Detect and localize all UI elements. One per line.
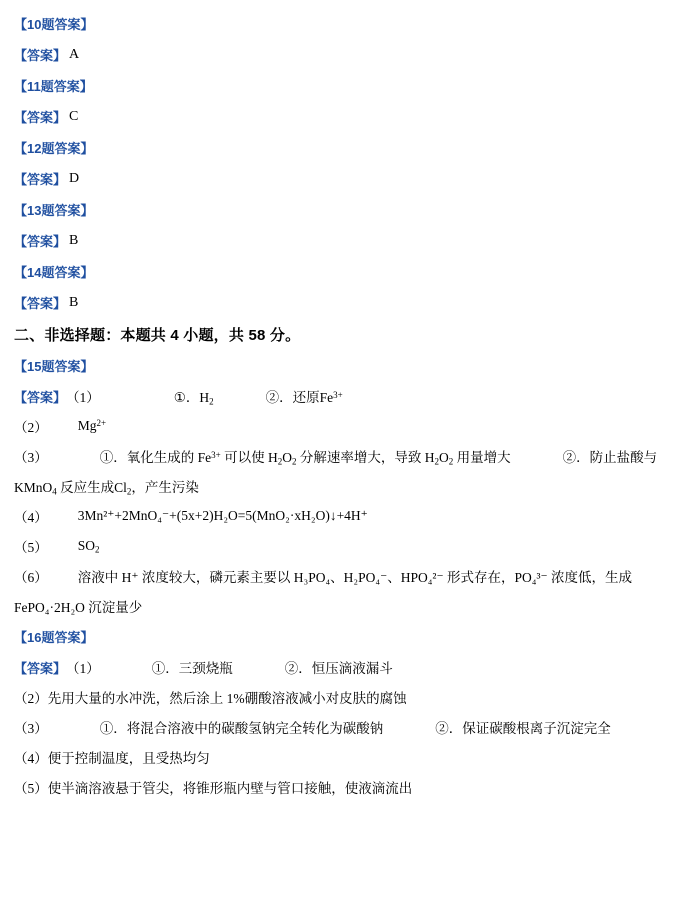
answer-label: 【答案】 (14, 48, 67, 63)
item-part-2: ②．还原$Fe^{3+}$ (265, 389, 343, 405)
answer-label: 【答案】 (14, 110, 67, 125)
q15-item-3 (14, 441, 663, 471)
item-equation: 3Mn²⁺+2MnO₄⁻+(5x+2)H₂O=5(MnO₂·xH₂O)↓+4H⁺ (77, 508, 368, 523)
answer-value: B (69, 232, 79, 248)
q15-item-5 (14, 531, 663, 561)
item-content: FePO₄·2H₂O 沉淀量少 (14, 600, 143, 615)
answer-row-12 (14, 163, 663, 194)
question-tag-label: 【14题答案】 (14, 265, 94, 280)
item-number: （3） (14, 721, 48, 736)
item-content: KMnO$_4$ 反应生成$Cl_2$，产生污染 (14, 479, 199, 497)
q15-item-4 (14, 501, 663, 531)
question-tag-label: 【13题答案】 (14, 203, 94, 218)
answer-label: 【答案】 (14, 296, 67, 311)
item-part-1: ①．$H_2$ (173, 389, 214, 407)
answer-row-14 (14, 287, 663, 318)
item-part-1: ①．氧化生成的 $Fe^{3+}$ 可以使 $H_2O_2$ 分解速率增大，导致 $H_2O_2$ 用量增大 (99, 449, 511, 467)
answer-label: 【答案】 (14, 660, 67, 676)
answer-row-11 (14, 101, 663, 132)
q15-item-1 (14, 381, 663, 411)
answer-value: A (69, 46, 80, 62)
question-tag-label: 【16题答案】 (14, 630, 94, 645)
question-tag-label: 【11题答案】 (14, 79, 93, 94)
question-tag-13 (14, 194, 663, 225)
question-tag-16 (14, 621, 663, 652)
question-tag-label: 【10题答案】 (14, 17, 94, 32)
item-content: 先用大量的水冲洗，然后涂上 1%硼酸溶液减小对皮肤的腐蚀 (47, 691, 407, 706)
section-heading: 二、非选择题：本题共 4 小题，共 58 分。 (14, 326, 301, 344)
answer-value: D (69, 170, 80, 186)
question-tag-11 (14, 70, 663, 101)
answer-value: C (69, 108, 79, 124)
item-number: （4） (14, 751, 48, 766)
question-tag-label: 【12题答案】 (14, 141, 94, 156)
q15-item-6-continuation (14, 591, 663, 621)
item-number: （3） (14, 450, 48, 465)
question-tag-12 (14, 132, 663, 163)
q15-item-3-continuation (14, 471, 663, 501)
item-part-1: ①．三颈烧瓶 (151, 661, 233, 676)
item-content: 溶液中 H⁺ 浓度较大，磷元素主要以 H₃PO₄、H₂PO₄⁻、HPO₄²⁻ 形式存在，PO₄³⁻ 浓度低，生成 (77, 570, 632, 585)
answer-row-13 (14, 225, 663, 256)
item-part-2: ②．防止盐酸与 (562, 450, 658, 465)
q16-item-4 (14, 742, 663, 772)
question-tag-14 (14, 256, 663, 287)
item-part-1: ①．将混合溶液中的碳酸氢钠完全转化为碳酸钠 (99, 721, 384, 736)
question-tag-15 (14, 350, 663, 381)
item-number: （4） (14, 510, 48, 525)
item-content: $Mg^{2+}$ (77, 417, 107, 434)
answer-label: 【答案】 (14, 389, 67, 405)
item-part-2: ②．恒压滴液漏斗 (284, 661, 393, 676)
item-number: （1） (66, 390, 100, 405)
answer-value: B (69, 294, 79, 310)
q15-item-2 (14, 411, 663, 441)
q16-item-3 (14, 712, 663, 742)
answer-label: 【答案】 (14, 234, 67, 249)
q16-item-5 (14, 772, 663, 802)
q16-item-1 (14, 652, 663, 682)
question-tag-10 (14, 8, 663, 39)
item-number: （6） (14, 570, 48, 585)
item-number: （5） (14, 781, 48, 796)
item-number: （2） (14, 420, 48, 435)
answer-label: 【答案】 (14, 172, 67, 187)
question-tag-label: 【15题答案】 (14, 359, 94, 374)
item-number: （5） (14, 540, 48, 555)
item-content: 便于控制温度，且受热均匀 (47, 751, 210, 766)
item-number: （1） (66, 661, 100, 676)
item-content: $SO_2$ (77, 537, 100, 555)
item-part-2: ②．保证碳酸根离子沉淀完全 (435, 721, 611, 736)
item-number: （2） (14, 691, 48, 706)
q16-item-2 (14, 682, 663, 712)
answer-row-10 (14, 39, 663, 70)
item-content: 使半滴溶液悬于管尖，将锥形瓶内壁与管口接触，使液滴流出 (47, 781, 413, 796)
q15-item-6 (14, 561, 663, 591)
